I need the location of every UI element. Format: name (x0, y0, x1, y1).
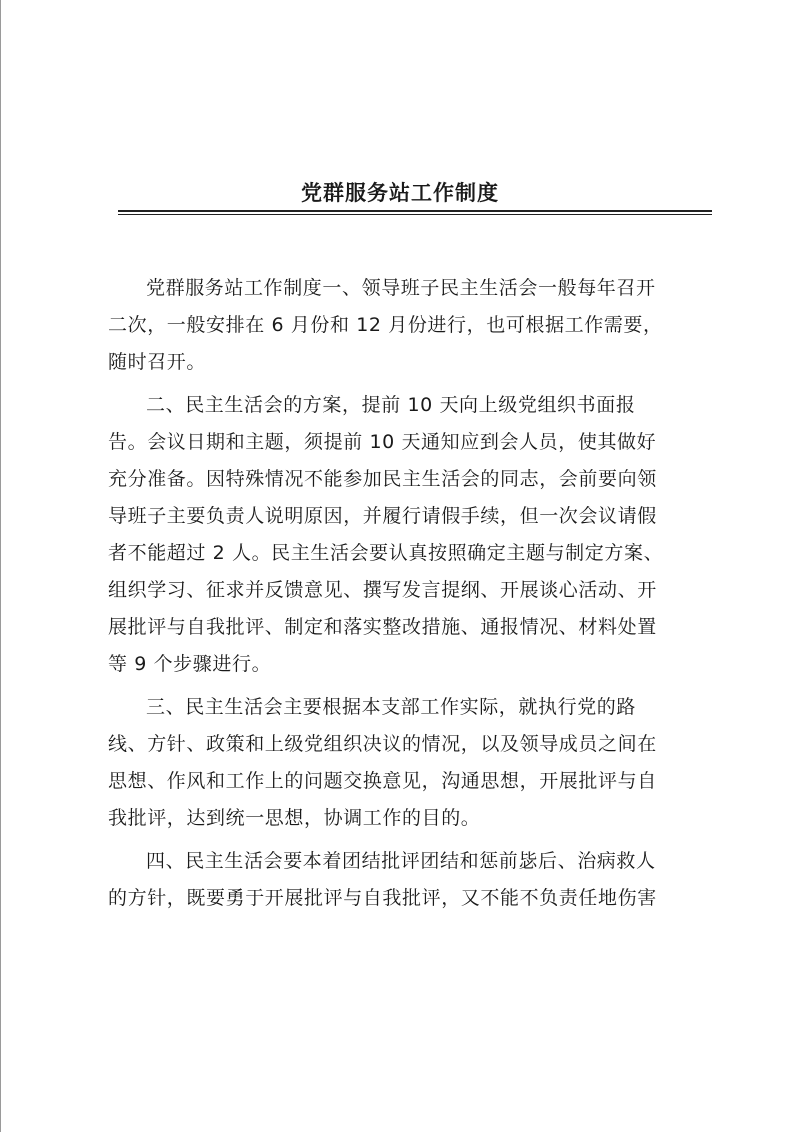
paragraph-line: 我批评，达到统一思想，协调工作的目的。 (108, 807, 481, 829)
paragraph-line: 线、方针、政策和上级党组织决议的情况，以及领导成员之间在 (108, 733, 657, 755)
paragraph-line: 等 9 个步骤进行。 (108, 653, 272, 675)
paragraph-line: 充分准备。因特殊情况不能参加民主生活会的同志，会前要向领 (108, 468, 657, 490)
paragraph-line: 四、民主生活会要本着团结批评团结和惩前毖后、治病救人 (146, 850, 656, 872)
title-rule-thin (118, 214, 712, 215)
paragraph-line: 告。会议日期和主题，须提前 10 天通知应到会人员，使其做好 (108, 431, 657, 453)
document-title: 党群服务站工作制度 (301, 180, 499, 206)
paragraph-line: 随时召开。 (108, 351, 207, 373)
paragraph-3 (108, 689, 708, 837)
paragraph-line: 导班子主要负责人说明原因，并履行请假手续，但一次会议请假 (108, 505, 657, 527)
paragraph-line: 三、民主生活会主要根据本支部工作实际，就执行党的路 (146, 696, 637, 718)
paragraph-line: 党群服务站工作制度一、领导班子民主生活会一般每年召开 (146, 277, 656, 299)
paragraph-line: 组织学习、征求并反馈意见、撰写发言提纲、开展谈心活动、开 (108, 579, 657, 601)
paragraph-2 (108, 387, 708, 683)
page-edge-divider (0, 0, 1, 1132)
title-rule-thick (118, 210, 712, 212)
paragraph-line: 思想、作风和工作上的问题交换意见，沟通思想，开展批评与自 (108, 770, 657, 792)
paragraph-line: 二、民主生活会的方案，提前 10 天向上级党组织书面报 (146, 394, 636, 416)
document-body (108, 270, 708, 917)
paragraph-line: 者不能超过 2 人。民主生活会要认真按照确定主题与制定方案、 (108, 542, 664, 564)
paragraph-line: 的方针，既要勇于开展批评与自我批评，又不能不负责任地伤害 (108, 887, 657, 909)
paragraph-line: 二次，一般安排在 6 月份和 12 月份进行，也可根据工作需要， (108, 314, 663, 336)
paragraph-1 (108, 270, 708, 381)
paragraph-4 (108, 843, 708, 917)
paragraph-line: 展批评与自我批评、制定和落实整改措施、通报情况、材料处置 (108, 616, 657, 638)
